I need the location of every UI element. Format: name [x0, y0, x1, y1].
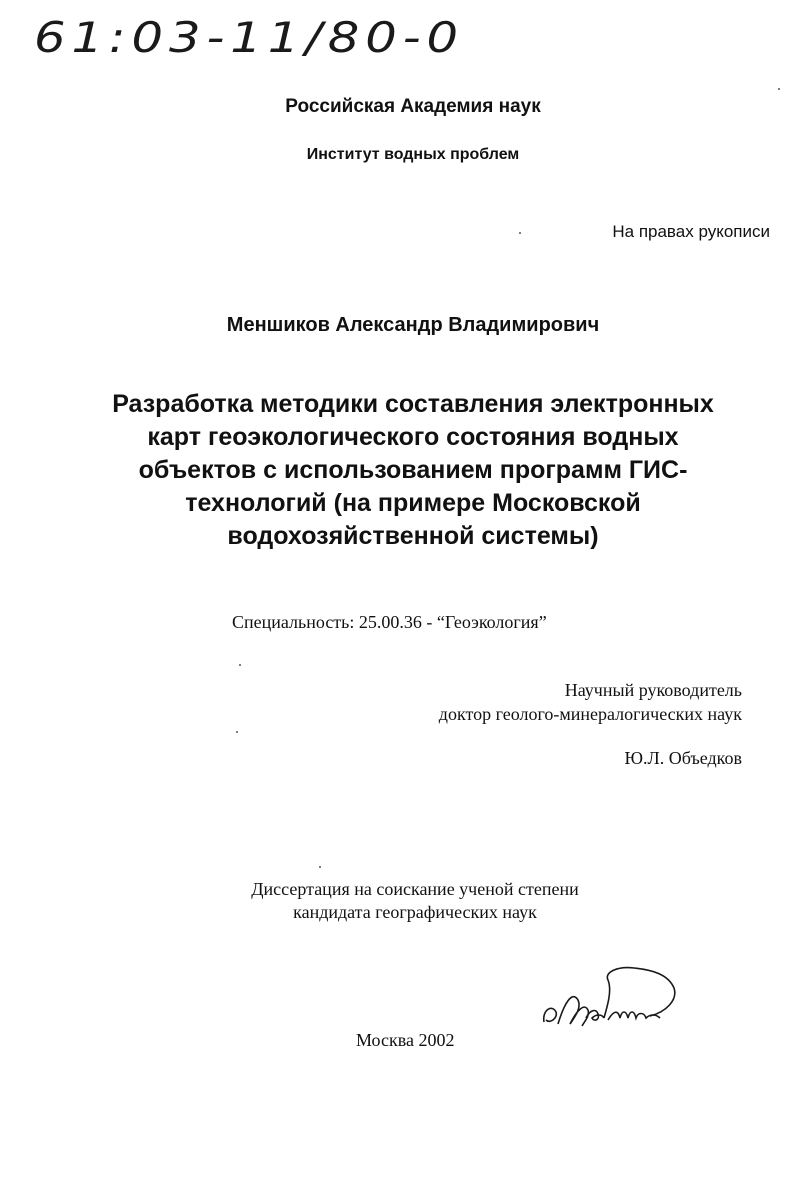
author-name: Меншиков Александр Владимирович: [226, 314, 600, 336]
manuscript-rights-note: На правах рукописи: [612, 222, 770, 241]
author-signature: [538, 960, 688, 1040]
supervisor-name: Ю.Л. Объедков: [624, 748, 742, 768]
title-line: Разработка методики составления электронных: [112, 390, 714, 418]
scan-speck: [519, 232, 521, 234]
thesis-purpose-line2: кандидата географических наук: [293, 902, 537, 922]
specialty-line: Специальность: 25.00.36 - “Геоэкология”: [232, 612, 547, 632]
supervisor-role: Научный руководитель: [564, 680, 742, 700]
dissertation-title: [60, 388, 766, 553]
scan-speck: [778, 88, 780, 90]
title-line: технологий (на примере Московской: [185, 489, 641, 517]
place-and-year: Москва 2002: [356, 1030, 455, 1050]
handwritten-archive-code: [30, 6, 470, 66]
scan-speck: [319, 866, 321, 868]
supervisor-degree: доктор геолого-минералогических наук: [438, 704, 742, 724]
scan-speck: [239, 664, 241, 666]
archive-code-text: 61:03-11/80-0: [34, 13, 465, 62]
title-line: объектов с использованием программ ГИС-: [138, 456, 688, 484]
title-line: водохозяйственной системы): [227, 522, 599, 550]
scan-speck: [236, 731, 238, 733]
title-line: карт геоэкологического состояния водных: [147, 423, 679, 451]
academy-name: Российская Академия наук: [285, 96, 541, 117]
institute-name: Институт водных проблем: [306, 146, 520, 163]
thesis-purpose-line1: Диссертация на соискание ученой степени: [251, 879, 579, 899]
